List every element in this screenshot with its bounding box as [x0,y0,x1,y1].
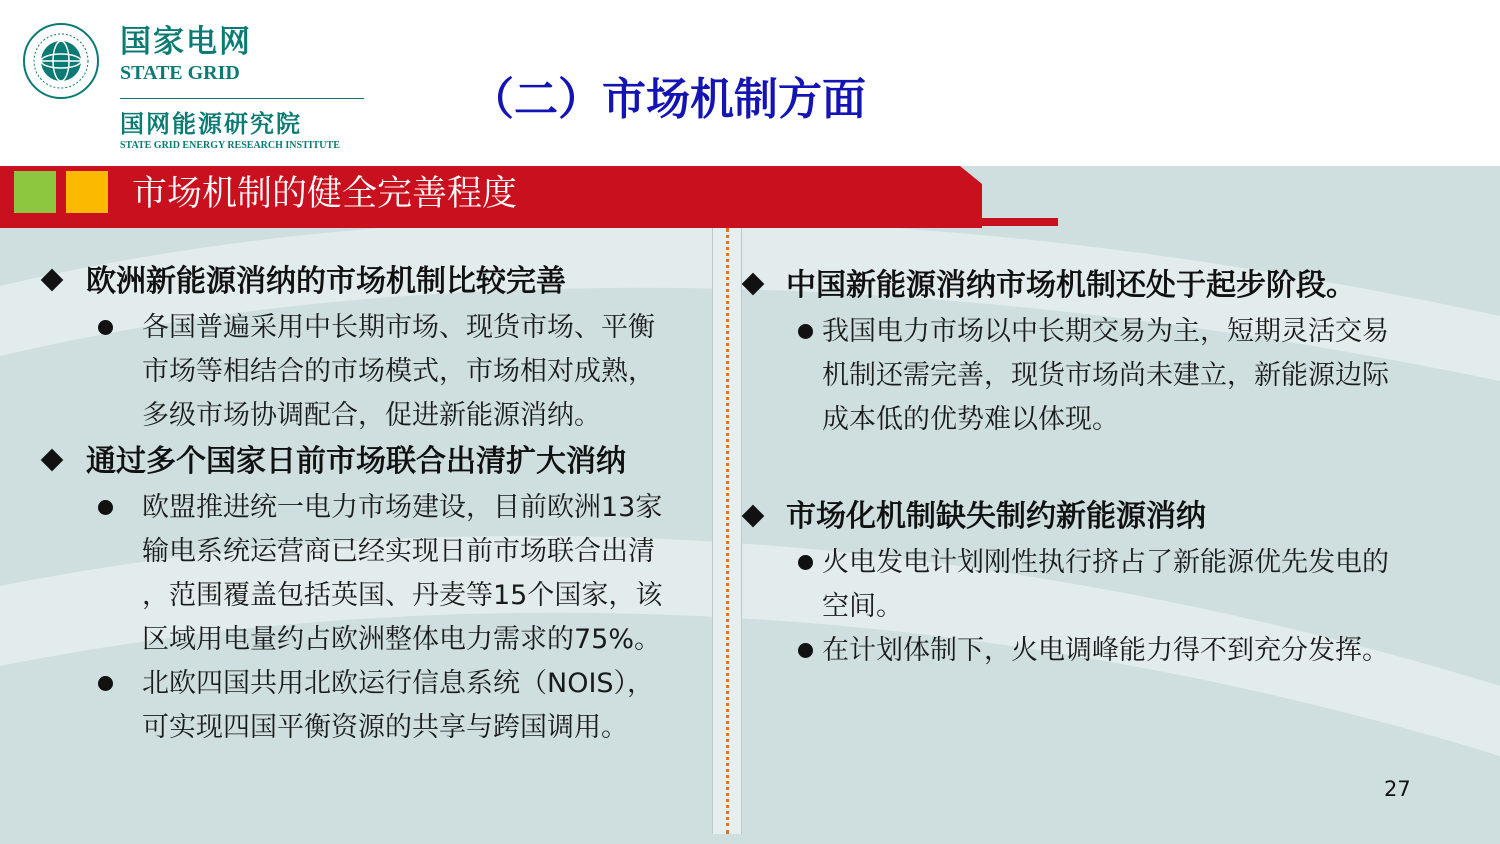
dot-bullet-icon [798,643,813,658]
right-heading-1: 中国新能源消纳市场机制还处于起步阶段。 [786,268,1356,303]
text-line: ，范围覆盖包括英国、丹麦等15个国家，该 [142,580,663,611]
right-bullet-2 [822,541,1462,629]
text-line: 北欧四国共用北欧运行信息系统（NOIS）， [142,668,655,699]
text-line: 区域用电量约占欧洲整体电力需求的75%。 [142,624,662,655]
text-line: 在计划体制下，火电调峰能力得不到充分发挥。 [822,635,1389,666]
banner-square-yellow [66,171,108,213]
institute-name-en: STATE GRID ENERGY RESEARCH INSTITUTE [120,140,340,151]
text-line: 可实现四国平衡资源的共享与跨国调用。 [142,712,628,743]
section-banner-title: 市场机制的健全完善程度 [132,174,518,214]
institute-name-cn: 国网能源研究院 [120,110,302,138]
text-line: 空间。 [822,591,903,622]
page-number: 27 [1384,777,1411,801]
text-line: 成本低的优势难以体现。 [822,404,1119,435]
text-line: 欧盟推进统一电力市场建设，目前欧洲13家 [142,492,663,523]
dot-bullet-icon [98,500,113,515]
left-heading-1: 欧洲新能源消纳的市场机制比较完善 [86,264,566,299]
page-title: （二）市场机制方面 [470,74,866,125]
dot-bullet-icon [98,320,113,335]
text-line: 各国普遍采用中长期市场、现货市场、平衡 [142,312,655,343]
dot-bullet-icon [798,324,813,339]
dot-bullet-icon [98,676,113,691]
brand-name-cn: 国家电网 [120,24,252,60]
left-bullet-3 [142,662,722,750]
text-line: 我国电力市场以中长期交易为主，短期灵活交易 [822,316,1389,347]
right-bullet-3 [822,629,1462,673]
text-line: 多级市场协调配合，促进新能源消纳。 [142,400,601,431]
dot-bullet-icon [798,555,813,570]
left-bullet-1 [142,306,722,438]
right-heading-2: 市场化机制缺失制约新能源消纳 [786,499,1206,534]
text-line: 市场等相结合的市场模式，市场相对成熟， [142,356,655,387]
text-line: 火电发电计划刚性执行挤占了新能源优先发电的 [822,547,1389,578]
state-grid-globe-icon [22,22,100,100]
left-bullet-2 [142,486,722,662]
text-line: 输电系统运营商已经实现日前市场联合出清 [142,536,655,567]
logo-divider [120,98,364,99]
right-bullet-1 [822,310,1462,442]
brand-name-en: STATE GRID [120,62,240,84]
left-heading-2: 通过多个国家日前市场联合出清扩大消纳 [86,444,626,479]
text-line: 机制还需完善，现货市场尚未建立，新能源边际 [822,360,1389,391]
banner-square-green [14,171,56,213]
